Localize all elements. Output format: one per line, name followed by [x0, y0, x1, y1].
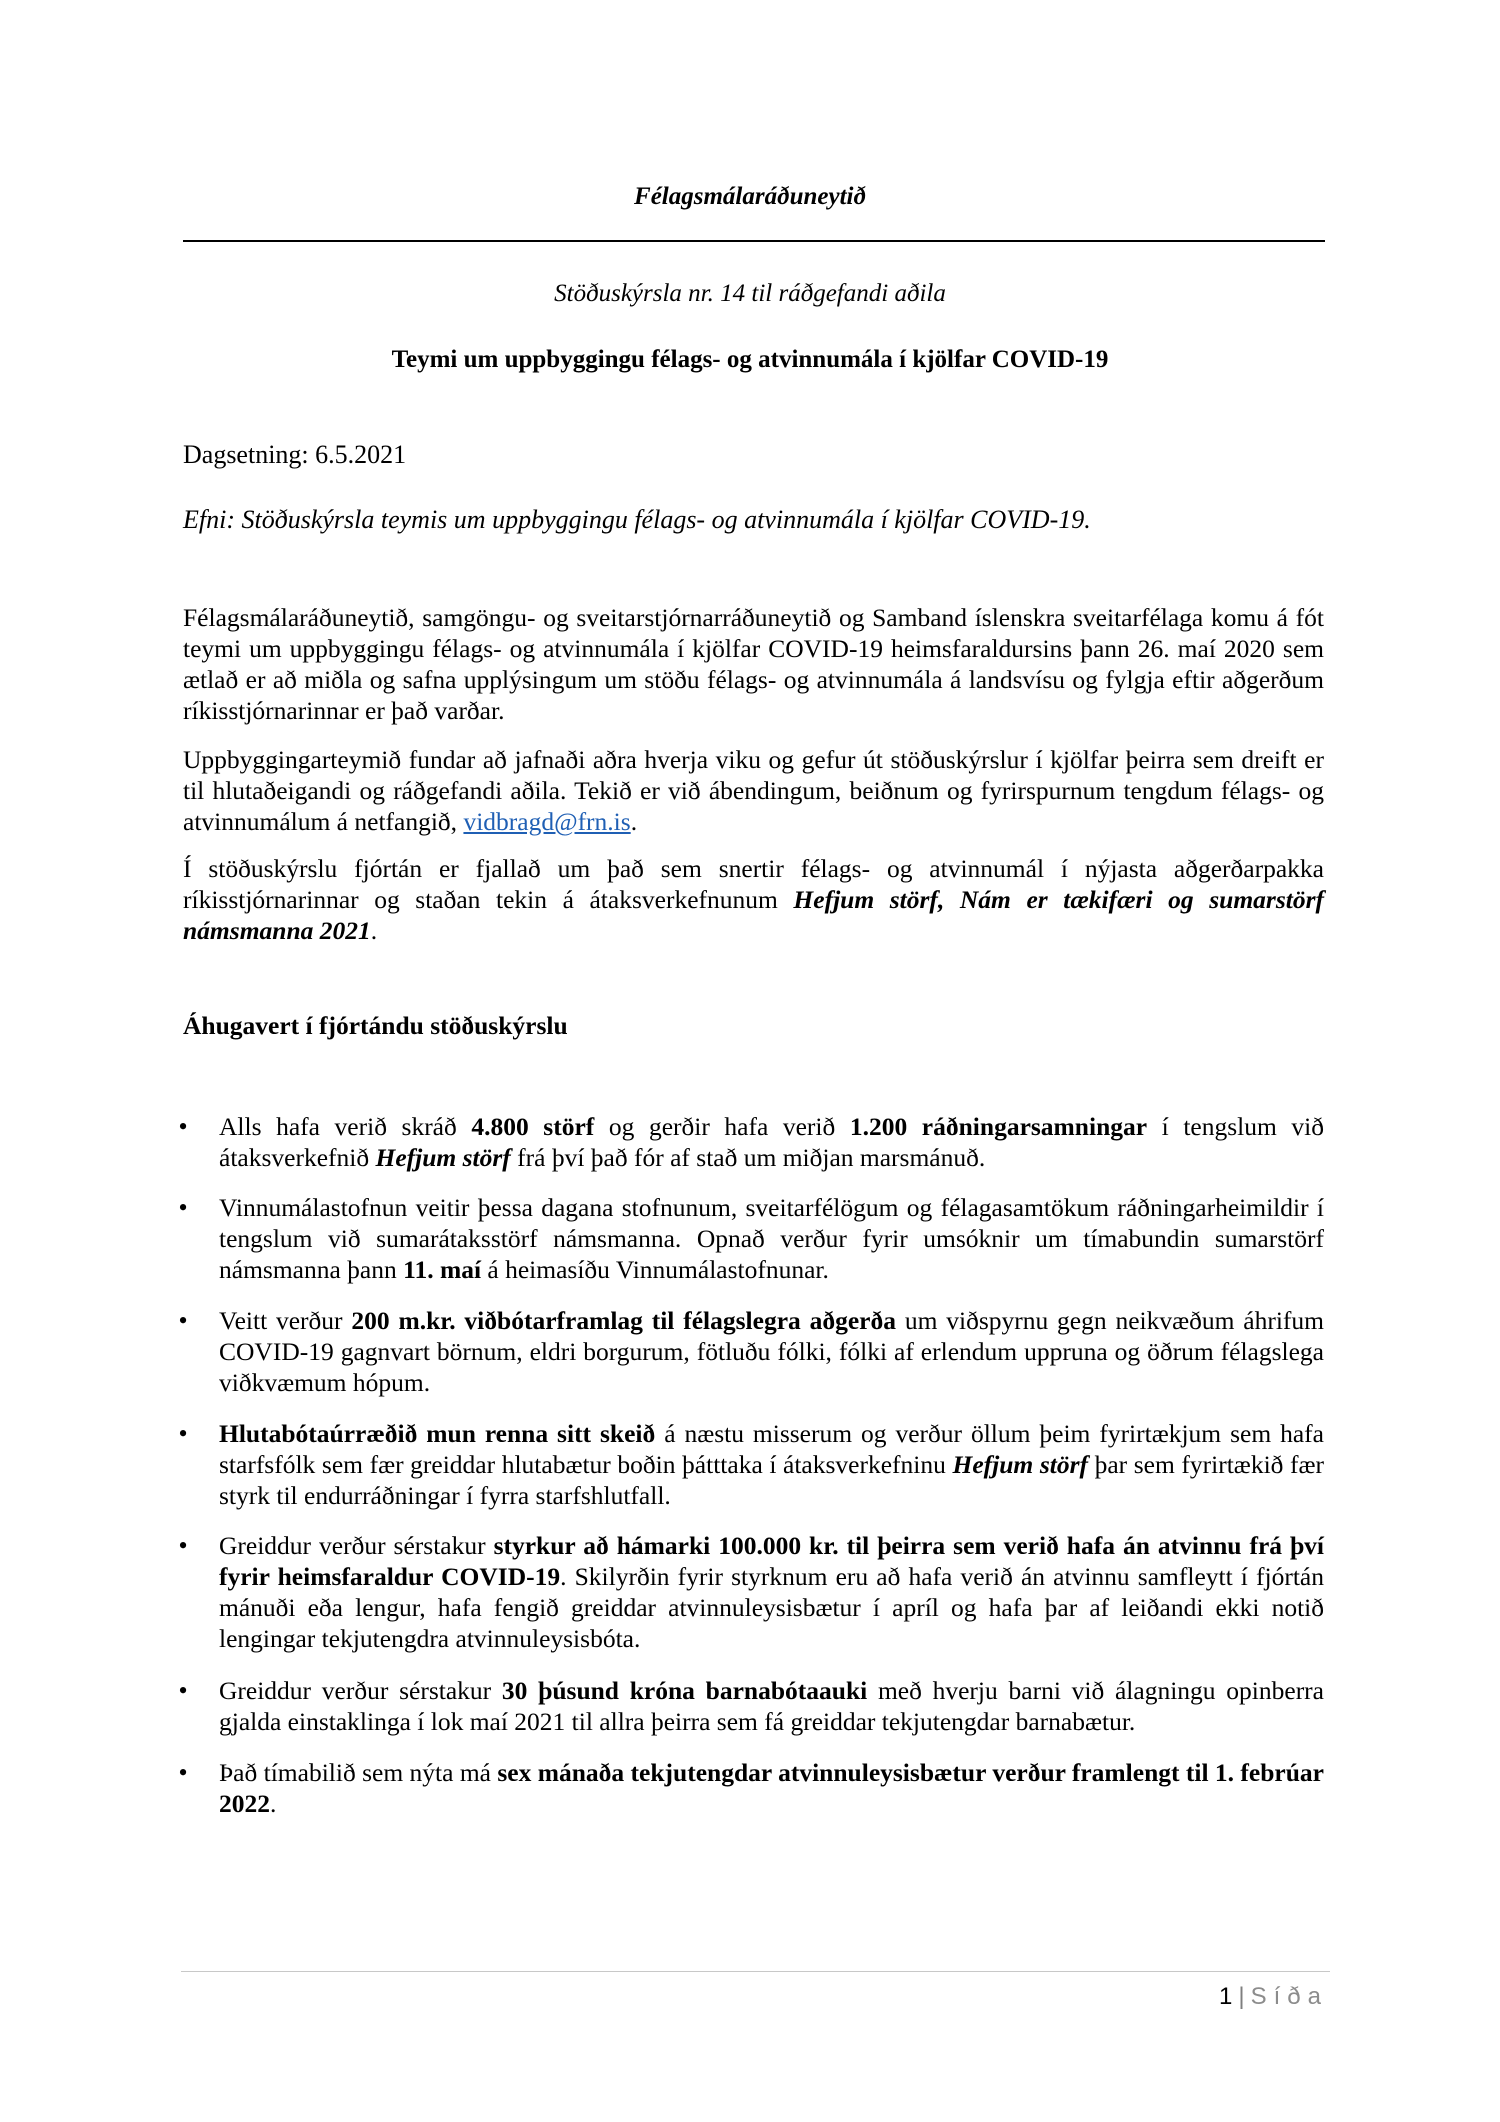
bold-run: sex mánaða tekjutengdar atvinnuleysisbætur verður framlengt til 1. febrúar 2022: [219, 1758, 1324, 1818]
text-run: í tengslum við átaksverkefnið: [219, 1112, 1324, 1172]
list-item-text: [219, 1757, 1324, 1819]
list-item-text: [219, 1305, 1324, 1398]
contact-paragraph: [183, 744, 1324, 837]
list-item-text: [219, 1675, 1324, 1737]
project-name-hefjum: Hefjum störf: [793, 885, 938, 914]
bullet-icon: •: [178, 1758, 188, 1787]
bold-run: 1.200 ráðningarsamningar: [849, 1112, 1148, 1141]
bold-run: 200 m.kr. viðbótarframlag til félagslegra aðgerða: [351, 1306, 896, 1335]
contact-text: Uppbyggingarteymið fundar að jafnaði aðra hverja viku og gefur út stöðuskýrslur í kjölfar þeirra sem dreift er til hlutaðeigandi og ráðgefandi aðila. Tekið er við ábendingum, beiðnum og fyrirspurnum tengdum félags- og atvinnumálum á netfangið,: [183, 745, 1324, 836]
text-run: . Skilyrðin fyrir styrknum eru að hafa verið án atvinnu samfleytt í fjórtán mánuði eða lengur, hafa fengið greiddar atvinnuleysisbætur í apríl og hafa þar af leiðandi ekki notið lengingar tekjutengdra atvinnuleysisbóta.: [219, 1562, 1324, 1653]
text-run: Alls hafa verið skráð: [219, 1112, 472, 1141]
list-item-text: [219, 1192, 1324, 1285]
text-run: á næstu misserum og verður öllum þeim fyrirtækjum sem hafa starfsfólk sem fær greiddar hlutabætur boðin þátttaka í átaksverkefninu: [219, 1419, 1324, 1479]
text-run: þar sem fyrirtækið fær styrk til endurráðningar í fyrra starfshlutfall.: [219, 1450, 1324, 1510]
text-run: Greiddur verður sérstakur: [219, 1676, 502, 1705]
bullet-icon: •: [178, 1112, 188, 1141]
list-item-text: [219, 1530, 1324, 1654]
text-run: Vinnumálastofnun veitir þessa dagana stofnunum, sveitarfélögum og félagasamtökum ráðningarheimildir í tengslum við sumarátaksstörf námsmanna. Opnað verður fyrir umsóknir um tímabundin sumarstörf námsmanna þann: [219, 1193, 1324, 1284]
summary-paragraph: [183, 853, 1324, 946]
text-run: Veitt verður: [219, 1306, 352, 1335]
text-run: .: [270, 1789, 277, 1818]
page-footer: [1219, 1983, 1328, 2011]
contact-end: .: [630, 807, 638, 836]
footer-rule: [181, 1971, 1330, 1972]
list-item-text: [219, 1111, 1324, 1173]
bullet-icon: •: [178, 1306, 188, 1335]
report-subtitle: Stöðuskýrsla nr. 14 til ráðgefandi aðila: [554, 280, 946, 307]
page-number: 1: [1219, 1983, 1233, 2010]
project-name-nam: , Nám er tækifæri og sumarstörf námsmanna 2021: [183, 885, 1325, 945]
text-run: og gerðir hafa verið: [594, 1112, 850, 1141]
summary-end: .: [370, 916, 378, 945]
bold-run: 4.800 störf: [471, 1112, 595, 1141]
bold-run: Hlutabótaúrræðið mun renna sitt skeið: [219, 1419, 656, 1448]
bold-italic-run: Hefjum störf: [952, 1450, 1088, 1479]
email-link[interactable]: vidbragd@frn.is: [463, 807, 631, 836]
text-run: Það tímabilið sem nýta má: [219, 1758, 498, 1787]
bullet-icon: •: [178, 1419, 188, 1448]
list-item-text: [219, 1418, 1324, 1511]
bold-run: styrkur að hámarki 100.000 kr. til þeirra sem verið hafa án atvinnu frá því fyrir heimsfaraldur COVID-19: [219, 1531, 1324, 1591]
bold-italic-run: Hefjum störf: [375, 1143, 511, 1172]
bullet-icon: •: [178, 1676, 188, 1705]
report-subject: Efni: Stöðuskýrsla teymis um uppbyggingu félags- og atvinnumála í kjölfar COVID-19.: [183, 505, 1091, 534]
page-word: Síða: [1250, 1983, 1328, 2010]
report-title: Teymi um uppbyggingu félags- og atvinnumála í kjölfar COVID-19: [391, 346, 1109, 373]
bold-run: 30 þúsund króna barnabótaauki: [501, 1676, 868, 1705]
ministry-name: Félagsmálaráðuneytið: [634, 183, 866, 210]
text-run: Greiddur verður sérstakur: [219, 1531, 494, 1560]
text-run: frá því það fór af stað um miðjan marsmánuð.: [510, 1143, 986, 1172]
bullet-icon: •: [178, 1531, 188, 1560]
header-rule: [183, 240, 1325, 242]
text-run: um viðspyrnu gegn neikvæðum áhrifum COVID-19 gagnvart börnum, eldri borgurum, fötluðu fólki, fólki af erlendum uppruna og öðrum félagslega viðkvæmum hópum.: [219, 1306, 1325, 1397]
footer-separator: |: [1238, 1983, 1245, 2010]
report-date: Dagsetning: 6.5.2021: [183, 440, 407, 469]
text-run: með hverju barni við álagningu opinberra gjalda einstaklinga í lok maí 2021 til allra þeirra sem fá greiddar tekjutengdar barnabætur.: [219, 1676, 1324, 1736]
intro-paragraph: Félagsmálaráðuneytið, samgöngu- og sveitarstjórnarráðuneytið og Samband íslenskra sveitarfélaga komu á fót teymi um uppbyggingu félags- og atvinnumála í kjölfar COVID-19 heimsfaraldursins þann 26. maí 2020 sem ætlað er að miðla og safna upplýsingum um stöðu félags- og atvinnumála á landsvísu og fylgja eftir aðgerðum ríkisstjórnarinnar er það varðar.: [183, 603, 1324, 725]
text-run: á heimasíðu Vinnumálastofnunar.: [481, 1255, 829, 1284]
bullet-icon: •: [178, 1193, 188, 1222]
bold-run: 11. maí: [403, 1255, 482, 1284]
section-heading: Áhugavert í fjórtándu stöðuskýrslu: [183, 1011, 568, 1040]
summary-text: Í stöðuskýrslu fjórtán er fjallað um það sem snertir félags- og atvinnumál í nýjasta aðgerðarpakka ríkisstjórnarinnar og staðan tekin á átaksverkefnunum: [183, 854, 1324, 914]
